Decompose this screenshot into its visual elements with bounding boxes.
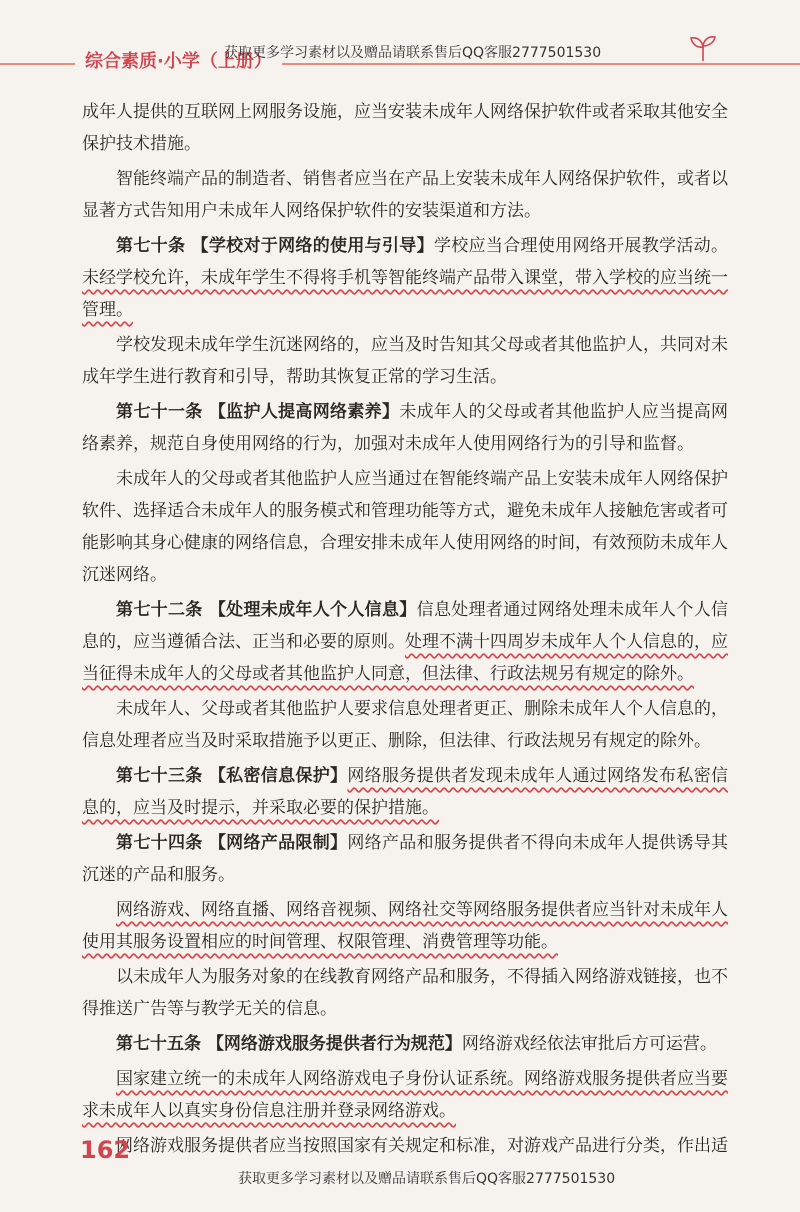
article-70: 第七十条 【学校对于网络的使用与引导】学校应当合理使用网络开展教学活动。未经学校允许，未成年学生不得将手机等智能终端产品带入课堂，带入学校的应当统一管理。 — [82, 236, 729, 320]
article-title: 第七十四条 【网络产品限制】 — [116, 833, 348, 853]
underlined-text: 处理不满十四周岁未成年人个人信息的，应当征得未成年人的父母或者其他监护人同意，但法律、行政法规另有规定的除外。 — [82, 632, 728, 684]
footer-watermark: 获取更多学习素材以及赠品请联系售后QQ客服2777501530 — [238, 1171, 616, 1187]
article-title: 第七十二条 【处理未成年人个人信息】 — [116, 600, 417, 620]
article-title: 第七十三条 【私密信息保护】 — [116, 766, 348, 786]
book-title-chip: 综合素质·小学（上册） — [75, 48, 282, 76]
page-number: 162 — [80, 1136, 131, 1164]
article-72: 第七十二条 【处理未成年人个人信息】信息处理者通过网络处理未成年人个人信息的，应当遵循合法、正当和必要的原则。处理不满十四周岁未成年人个人信息的，应当征得未成年人的父母或者其他监护人同意，但法律、行政法规另有规定的除外。 — [82, 600, 729, 684]
article-title: 第七十一条 【监护人提高网络素养】 — [116, 402, 400, 422]
paragraph: 未成年人、父母或者其他监护人要求信息处理者更正、删除未成年人个人信息的，信息处理者应当及时采取措施予以更正、删除，但法律、行政法规另有规定的除外。 — [82, 699, 728, 751]
sprout-icon — [688, 34, 718, 62]
paragraph: 成年人提供的互联网上网服务设施，应当安装未成年人网络保护软件或者采取其他安全保护技术措施。 — [82, 102, 728, 154]
paragraph: 未成年人的父母或者其他监护人应当通过在智能终端产品上安装未成年人网络保护软件、选择适合未成年人的服务模式和管理功能等方式，避免未成年人接触危害或者可能影响其身心健康的网络信息，合理安排未成年人使用网络的时间，有效预防未成年人沉迷网络。 — [82, 469, 728, 585]
header-watermark: 获取更多学习素材以及赠品请联系售后QQ客服2777501530 — [224, 45, 602, 61]
article-71: 第七十一条 【监护人提高网络素养】未成年人的父母或者其他监护人应当提高网络素养，规范自身使用网络的行为，加强对未成年人使用网络行为的引导和监督。 — [82, 402, 729, 454]
paragraph: 以未成年人为服务对象的在线教育网络产品和服务，不得插入网络游戏链接，也不得推送广告等与教学无关的信息。 — [82, 967, 728, 1019]
article-75: 第七十五条 【网络游戏服务提供者行为规范】网络游戏经依法审批后方可运营。 — [116, 1034, 717, 1054]
article-title: 第七十五条 【网络游戏服务提供者行为规范】 — [116, 1034, 462, 1054]
article-74: 第七十四条 【网络产品限制】网络产品和服务提供者不得向未成年人提供诱导其沉迷的产品和服务。 — [82, 833, 729, 885]
underlined-text: 国家建立统一的未成年人网络游戏电子身份认证系统。网络游戏服务提供者应当要求未成年人以真实身份信息注册并登录网络游戏。 — [82, 1069, 728, 1121]
body-text — [82, 96, 728, 1165]
article-73 — [82, 760, 728, 824]
paragraph: 智能终端产品的制造者、销售者应当在产品上安装未成年人网络保护软件，或者以显著方式告知用户未成年人网络保护软件的安装渠道和方法。 — [82, 169, 728, 221]
underlined-text: 网络服务提供者发现未成年人通过网络发布私密信息的，应当及时提示，并采取必要的保护措施。 — [82, 766, 729, 818]
paragraph: 网络游戏服务提供者应当按照国家有关规定和标准，对游戏产品进行分类，作出适 — [116, 1136, 728, 1156]
article-title: 第七十条 【学校对于网络的使用与引导】 — [116, 236, 434, 256]
paragraph — [82, 894, 728, 958]
underlined-text: 网络游戏、网络直播、网络音视频、网络社交等网络服务提供者应当针对未成年人使用其服务设置相应的时间管理、权限管理、消费管理等功能。 — [82, 900, 728, 952]
underlined-text: 未经学校允许，未成年学生不得将手机等智能终端产品带入课堂，带入学校的应当统一管理。 — [82, 268, 728, 320]
paragraph: 学校发现未成年学生沉迷网络的，应当及时告知其父母或者其他监护人，共同对未成年学生进行教育和引导，帮助其恢复正常的学习生活。 — [82, 335, 728, 387]
paragraph — [82, 1063, 728, 1127]
